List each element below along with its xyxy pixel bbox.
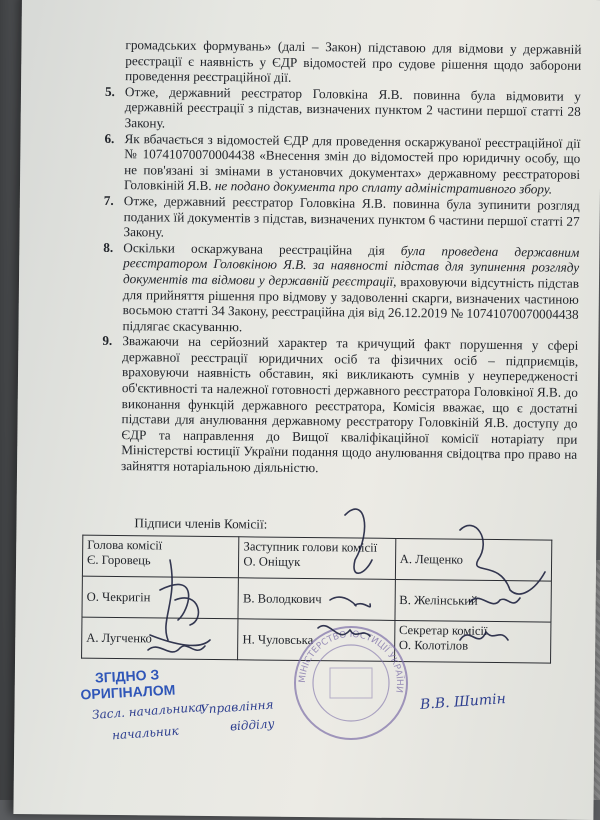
item-text: Як вбачається з відомостей ЄДР для проведення оскаржуваної реєстраційної дії № 10741070070004438 «Внесення змін до відомостей про юридичну особу, що не пов'язані зі змінами в установчих документах» державному реєстраторові Головкіній Я.В. bbox=[123, 130, 581, 194]
item-number: 5. bbox=[104, 83, 115, 99]
handwritten-note-3: Управління bbox=[199, 697, 274, 717]
signature-row bbox=[82, 576, 551, 622]
item-number: 7. bbox=[103, 192, 114, 208]
item-text: , враховуючи відсутність підстав для прийняття рішення про відмову у задоволенні скарги, визначених частиною восьмою статті 34 Закону, реєстраційна дія від 26.12.2019 № 10741070070004438 підлягає скасуванню. bbox=[122, 273, 580, 335]
list-item bbox=[103, 239, 580, 338]
item-number: 9. bbox=[102, 333, 113, 349]
signature-cell: А. Лугченко bbox=[82, 617, 239, 660]
document-body bbox=[102, 37, 582, 479]
list-item bbox=[102, 333, 579, 478]
handwritten-note-2: начальник bbox=[111, 723, 180, 743]
item-text: Оскільки оскаржувана реєстраційна дія bbox=[123, 239, 401, 258]
signature-cell: О. Чекригін bbox=[82, 576, 239, 619]
signature-cell: А. Лещенко bbox=[395, 538, 552, 581]
signatures-title: Підписи членів Комісії: bbox=[134, 515, 268, 532]
item-text: Отже, державний реєстратор Головкіна Я.В. повинна була відмовити у державній реєстрації з підстав, визначених пунктом 2 частини першої статті 28 Закону. bbox=[124, 83, 582, 131]
signature-row bbox=[82, 535, 551, 581]
signature-cell: Секретар комісії О. Колотілов bbox=[394, 620, 551, 663]
signature-cell: Заступник голови комісії О. Оніщук bbox=[239, 537, 396, 580]
signature-cell: Н. Чуловська bbox=[238, 619, 395, 662]
handwritten-note-1: Засл. начальника bbox=[91, 700, 203, 722]
signature-cell: В. Володкович bbox=[238, 578, 395, 621]
item-number: 6. bbox=[104, 130, 115, 146]
list-item bbox=[103, 192, 580, 245]
seal-text: МІНІСТЕРСТВО ЮСТИЦІЇ УКРАЇНИ bbox=[297, 629, 405, 694]
item-text: Зважаючи на серйозний характер та кричущий факт порушення у сфері державної реєстрації юридичних осіб та фізичних осіб – підприємців, враховуючи наявність обставин, які викликають сумнів у неупередженості об'єктивності та належної готовності державного реєстратора Головкіної Я.В. до виконання функцій державного реєстратора, Комісія вважає, що є достатні підстави для анулювання державному реєстратору Головкіній Я.В. доступу до ЄДР та направлення до Вищої кваліфікаційної комісії нотаріату при Міністерстві юстиції України подання щодо анулювання свідоцтва про право на зайняття нотаріальною діяльністю. bbox=[120, 333, 579, 476]
item-text: Отже, державний реєстратор Головкіна Я.В. повинна була зупинити розгляд поданих їй документів з підстав, визначених пунктом 6 частини першої статті 27 Закону. bbox=[123, 193, 580, 240]
copy-stamp bbox=[79, 666, 175, 703]
numbered-list bbox=[102, 83, 582, 479]
list-item bbox=[104, 130, 581, 197]
item-text: була проведена державним реєстратором Головкіною Я.В. за наявності підстав для зупинення розгляду документів та відмови у державній реєстрації bbox=[122, 242, 580, 289]
intro-paragraph: громадських формувань» (далі – Закон) підставою для відмови у державній реєстрації є наявність у ЄДР відомостей про судове рішення щодо заборони проведення реєстраційної дії. bbox=[125, 37, 582, 86]
handwritten-note-4: відділу bbox=[229, 716, 275, 734]
handwritten-signature: В.В. Шитін bbox=[419, 691, 507, 713]
signature-cell: Голова комісії Є. Горовець bbox=[82, 535, 239, 578]
official-seal bbox=[292, 624, 410, 742]
stamp-text: ЗГІДНО З ОРИГІНАЛОМ bbox=[80, 666, 176, 703]
item-text: не подано документа про сплату адміністративного збору. bbox=[214, 178, 553, 197]
list-item bbox=[104, 83, 582, 136]
item-number: 8. bbox=[103, 239, 114, 255]
signature-cell: В. Желінський bbox=[395, 579, 552, 622]
